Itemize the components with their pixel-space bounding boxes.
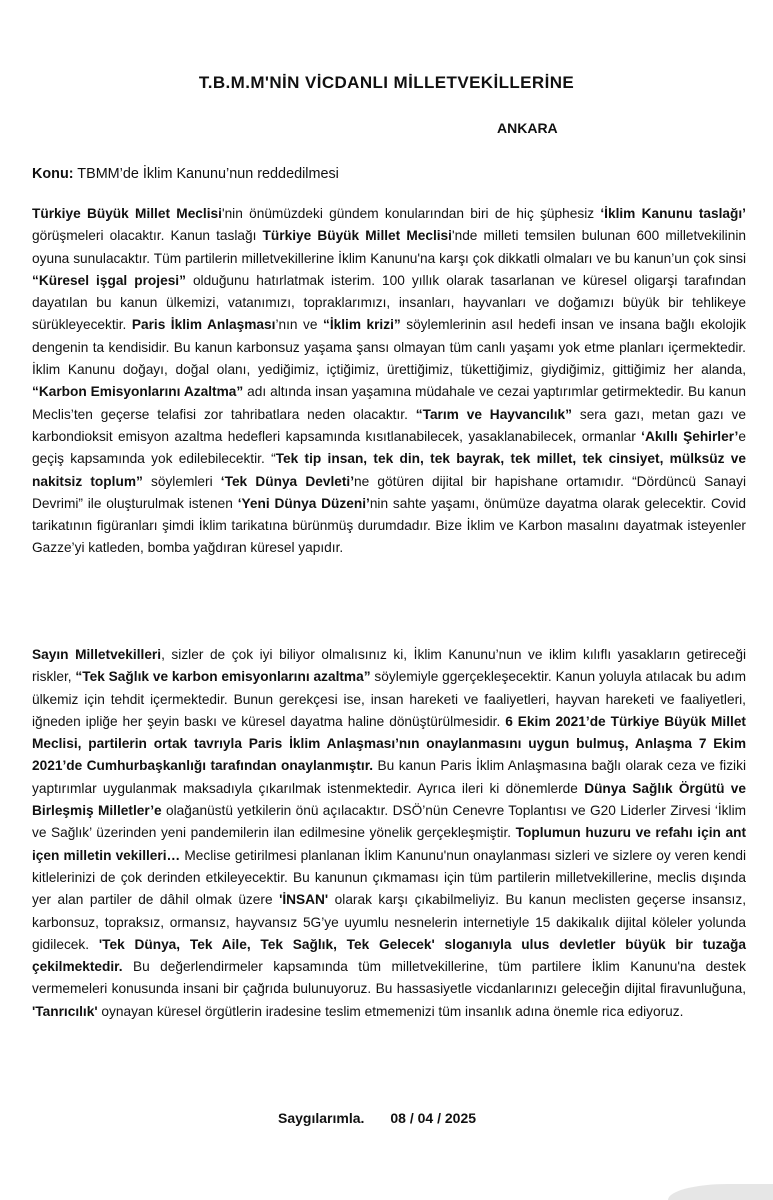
text-run: görüşmeleri olacaktır. Kanun taslağı — [32, 228, 263, 244]
text-run: 'nin önümüzdeki gündem konularından biri de hiç şüphesiz — [221, 206, 601, 221]
letter-city: ANKARA — [497, 120, 558, 136]
bold-text-run: “Karbon Emisyonlarını Azaltma” — [32, 384, 244, 400]
closing-greeting: Saygılarımla. — [278, 1110, 365, 1126]
bold-text-run: ‘Akıllı Şehirler’ — [641, 428, 739, 444]
bold-text-run: Tek tip insan, tek din, tek bayrak, tek millet, tek cinsiyet, mülksüz ve nakitsiz toplum” — [32, 451, 746, 489]
subject-line — [32, 166, 339, 182]
letter-date: 08 / 04 / 2025 — [390, 1110, 477, 1126]
subject-label: Konu: — [32, 166, 74, 182]
bold-text-run: ‘İklim Kanunu taslağı’ — [600, 206, 746, 221]
text-run: ’nın ve — [275, 317, 323, 333]
bold-text-run: 'Tek Dünya, Tek Aile, Tek Sağlık, Tek Gelecek' sloganıyla ulus devletler büyük bir tuzağa çekilmektedir. — [32, 936, 746, 975]
bold-text-run: Sayın Milletvekilleri — [32, 647, 162, 662]
closing-line — [278, 1110, 476, 1126]
text-run: adı altında insan yaşamına müdahale ve cezai yaptırımlar getirmektedir. Bu kanun Meclis’ten geçerse telafisi zor tahribatlara neden olacaktır. — [32, 384, 747, 422]
bold-text-run: Türkiye Büyük Millet Meclisi — [262, 228, 452, 244]
subject-text: TBMM’de İklim Kanunu’nun reddedilmesi — [73, 166, 339, 182]
text-run: nin sahte yaşamı, önümüze dayatma olarak gelecektir. Covid tarikatının figüranları şimdi İklim tarikatına bürünmüş durumdadır. Bize İklim ve Karbon masalını dayatmak isteyenler Gazze’yi katleden, bomba yağdıran küresel yapıdır. — [32, 495, 746, 556]
bold-text-run: 'Tanrıcılık' — [32, 1003, 98, 1019]
body-paragraph-2 — [32, 644, 746, 1023]
text-run: söylemiyle ggerçekleşecektir. Kanun yoluyla atılacak bu adım ülkemiz için tehdit içermektedir. Bunun gerekçesi ise, insan hareketi ve faaliyetleri, hayvan hareketi ve faaliyetleri, iğneden ipliğe her şeyin baskı ve küresel dayatma haline dönüştürülmesidir. — [32, 669, 746, 729]
body-paragraph-1 — [32, 203, 746, 560]
text-run: e geçiş kapsamında yok edilebilecektir. “ — [32, 428, 746, 467]
bold-text-run: 6 Ekim 2021’de Türkiye Büyük Millet Meclisi, partilerin ortak tavrıyla Paris İklim Anlaşması’nın onaylanmasını uygun bulmuş, Anlaşma 7 Ekim 2021’de Cumhurbaşkanlığı tarafından onaylanmıştır. — [32, 713, 746, 774]
bold-text-run: Dünya Sağlık Örgütü ve Birleşmiş Milletler’e — [32, 780, 746, 819]
bold-text-run: ‘Tek Dünya Devleti’ — [220, 473, 355, 489]
text-run: söylemlerinin asıl hedefi insan ve insana bağlı ekolojik dengenin ta kendisidir. Bu kanun karbonsuz yaşama şansı olmayan tüm canlı yaşamı yok etme planları içermektedir. İklim Kanunu doğayı, doğal olanı, yediğimiz, içtiğimiz, ürettiğimiz, tükettiğimiz, giydiğimiz, gittiğimiz her alanda, — [32, 317, 746, 378]
corner-shadow — [668, 1184, 773, 1200]
bold-text-run: Paris İklim Anlaşması — [131, 317, 276, 333]
text-run: Meclise getirilmesi planlanan İklim Kanunu'nun onaylanması sizleri ve sizlere oy veren kendi kitlelerinizi de çok derinden etkileyecektir. Bu kanunun çıkmaması için tüm partilerin milletvekillerine, meclis dışında yer alan partiler de dâhil olmak üzere — [32, 847, 746, 908]
text-run: söylemleri — [142, 473, 221, 489]
text-run: olağanüstü yetkilerin önü açılacaktır. DSÖ’nün Cenevre Toplantısı ve G20 Liderler Zirvesi ‘İklim ve Sağlık’ üzerinden yeni pandemilerin ilan edilmesine yönelik gerçekleşmiştir. — [32, 803, 747, 841]
bold-text-run: “Tarım ve Hayvancılık” — [415, 406, 572, 422]
text-run: Bu kanun Paris İklim Anlaşmasına bağlı olarak ceza ve fiziki yaptırımlar uygulanmak maksadıyla çıkarılmak istenmektedir. Ayrıca ileri ki dönemlerde — [32, 758, 746, 796]
bold-text-run: Toplumun huzuru ve refahı için ant içen milletin vekilleri… — [32, 825, 747, 863]
text-run: ne götüren dijital bir hapishane ortamıdır. “Dördüncü Sanayi Devrimi” ile oluşturulmak istenen — [32, 473, 747, 511]
text-run: 'nde milleti temsilen bulunan 600 milletvekilinin oyuna sunulacaktır. Tüm partilerin milletvekillerine İklim Kanunu'na karşı çok dikkatli olmaları ve bu kanun’un çok sinsi — [32, 228, 746, 266]
bold-text-run: “Tek Sağlık ve karbon emisyonlarını azaltma” — [75, 669, 371, 685]
text-run: Bu değerlendirmeler kapsamında tüm milletvekillerine, tüm partilere İklim Kanunu'na destek vermemeleri konusunda insani bir çağrıda bulunuyoruz. Bu hassasiyetle vicdanlarınızı geleceğin dijital firavunluğuna, — [32, 959, 746, 997]
bold-text-run: ‘Yeni Dünya Düzeni’ — [237, 495, 370, 511]
text-run: sera gazı, metan gazı ve karbondioksit emisyon azaltma hedefleri kapsamında kısıtlanabilecek, yasaklanabilecek, ormanlar — [32, 406, 746, 444]
bold-text-run: “Küresel işgal projesi” — [32, 272, 186, 288]
text-run: , sizler de çok iyi biliyor olmalısınız ki, İklim Kanunu’nun ve iklim kılıflı yasakların getireceği riskler, — [32, 647, 746, 685]
text-run: olduğunu hatırlatmak isterim. 100 yıllık olarak tasarlanan ve küresel oligarşi tarafından dayatılan bu kanun ülkemizi, vatanımızı, topraklarımızı, insanları, hayvanları ve doğamızı büyük bir tehlikeye sürükleyecektir. — [32, 272, 746, 333]
text-run: olarak karşı çıkabilmeliyiz. Bu kanun meclisten geçerse insansız, karbonsuz, topraksız, ormansız, hayvansız 5G’ye uyumlu nesnelerin internetiyle 15 dakikalık dijital köleler yolunda gidilecek. — [32, 892, 747, 952]
text-run: oynayan küresel örgütlerin iradesine teslim etmemenizi tüm insanlık adına önemle rica ediyoruz. — [97, 1003, 684, 1019]
bold-text-run: “İklim krizi” — [322, 317, 401, 333]
letter-title: T.B.M.M'NİN VİCDANLI MİLLETVEKİLLERİNE — [198, 73, 575, 92]
bold-text-run: 'İNSAN' — [279, 892, 329, 908]
bold-text-run: Türkiye Büyük Millet Meclisi — [32, 206, 222, 221]
